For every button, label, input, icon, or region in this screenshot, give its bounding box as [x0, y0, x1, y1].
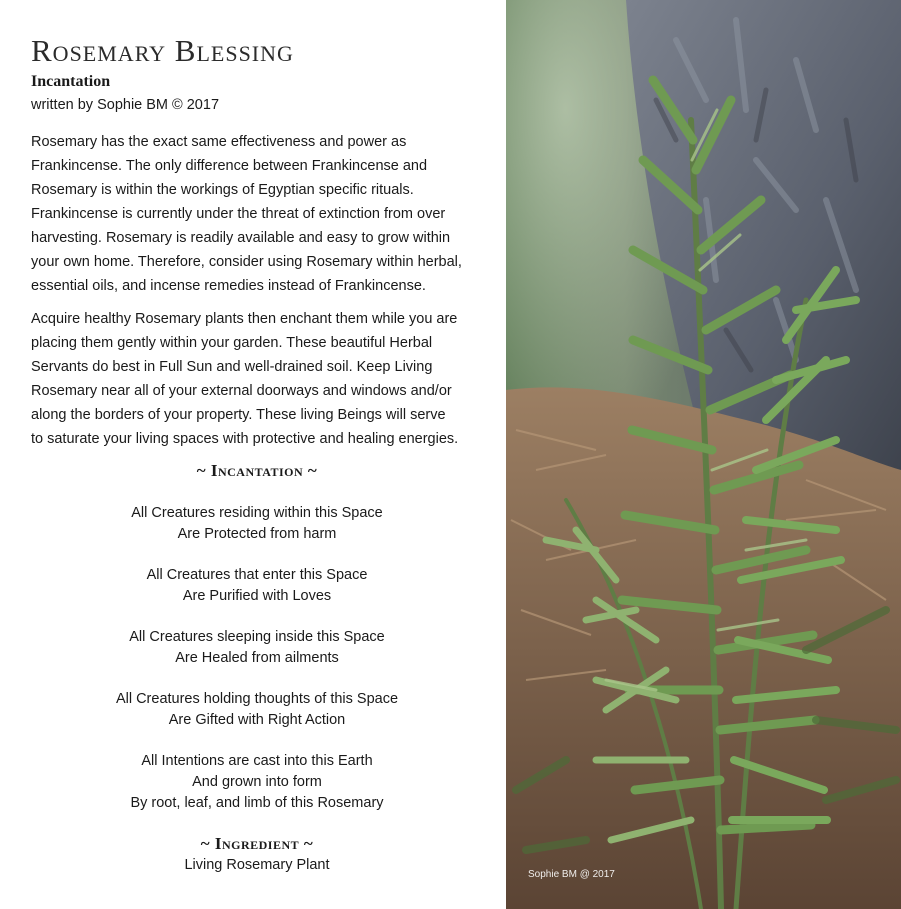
paragraph-line: Rosemary has the exact same effectiveness and power as	[31, 134, 407, 150]
paragraph-line: Rosemary is within the workings of Egyptian specific rituals.	[31, 182, 414, 198]
paragraph-line: Rosemary near all of your external doorways and windows and/or	[31, 383, 452, 399]
verse-stanza	[0, 503, 514, 545]
planting-paragraph	[31, 307, 503, 451]
verse-line: Are Healed from ailments	[175, 650, 339, 666]
verse-stanza	[0, 627, 514, 669]
verse-stanza	[0, 689, 514, 731]
verse-line: And grown into form	[192, 774, 322, 790]
paragraph-line: Acquire healthy Rosemary plants then enchant them while you are	[31, 311, 458, 327]
paragraph-line: essential oils, and incense remedies instead of Frankincense.	[31, 278, 426, 294]
page-title: Rosemary Blessing	[31, 33, 294, 68]
paragraph-line: to saturate your living spaces with protective and healing energies.	[31, 431, 459, 447]
rosemary-photo	[506, 0, 901, 909]
verse-stanza	[0, 565, 514, 607]
author-byline: written by Sophie BM © 2017	[31, 97, 220, 113]
verse-line: All Creatures sleeping inside this Space	[129, 629, 385, 645]
page-subtitle: Incantation	[31, 73, 111, 90]
verse-line: By root, leaf, and limb of this Rosemary	[130, 795, 384, 811]
paragraph-line: your own home. Therefore, consider using Rosemary within herbal,	[31, 254, 462, 270]
verse-line: All Creatures holding thoughts of this Space	[115, 691, 399, 707]
verse-stanza	[0, 751, 514, 814]
ingredient-heading: ~ Ingredient ~	[200, 834, 314, 853]
paragraph-line: Frankincense is currently under the threat of extinction from over	[31, 206, 446, 222]
rosemary-plant-illustration	[506, 0, 901, 909]
intro-paragraph	[31, 130, 503, 298]
photo-watermark: Sophie BM @ 2017	[528, 869, 615, 880]
verse-line: All Intentions are cast into this Earth	[141, 753, 373, 769]
paragraph-line: Servants do best in Full Sun and well-drained soil. Keep Living	[31, 359, 433, 375]
paragraph-line: harvesting. Rosemary is readily available and easy to grow within	[31, 230, 451, 246]
paragraph-line: along the borders of your property. These living Beings will serve	[31, 407, 446, 423]
paragraph-line: placing them gently within your garden. These beautiful Herbal	[31, 335, 433, 351]
verse-line: All Creatures that enter this Space	[146, 567, 368, 583]
verse-line: Are Gifted with Right Action	[168, 712, 346, 728]
verse-line: All Creatures residing within this Space	[131, 505, 383, 521]
ingredient-text: Living Rosemary Plant	[184, 857, 330, 873]
verse-line: Are Protected from harm	[177, 526, 337, 542]
paragraph-line: Frankincense. The only difference between Frankincense and	[31, 158, 428, 174]
incantation-heading: ~ Incantation ~	[196, 461, 318, 480]
verse-line: Are Purified with Loves	[182, 588, 332, 604]
